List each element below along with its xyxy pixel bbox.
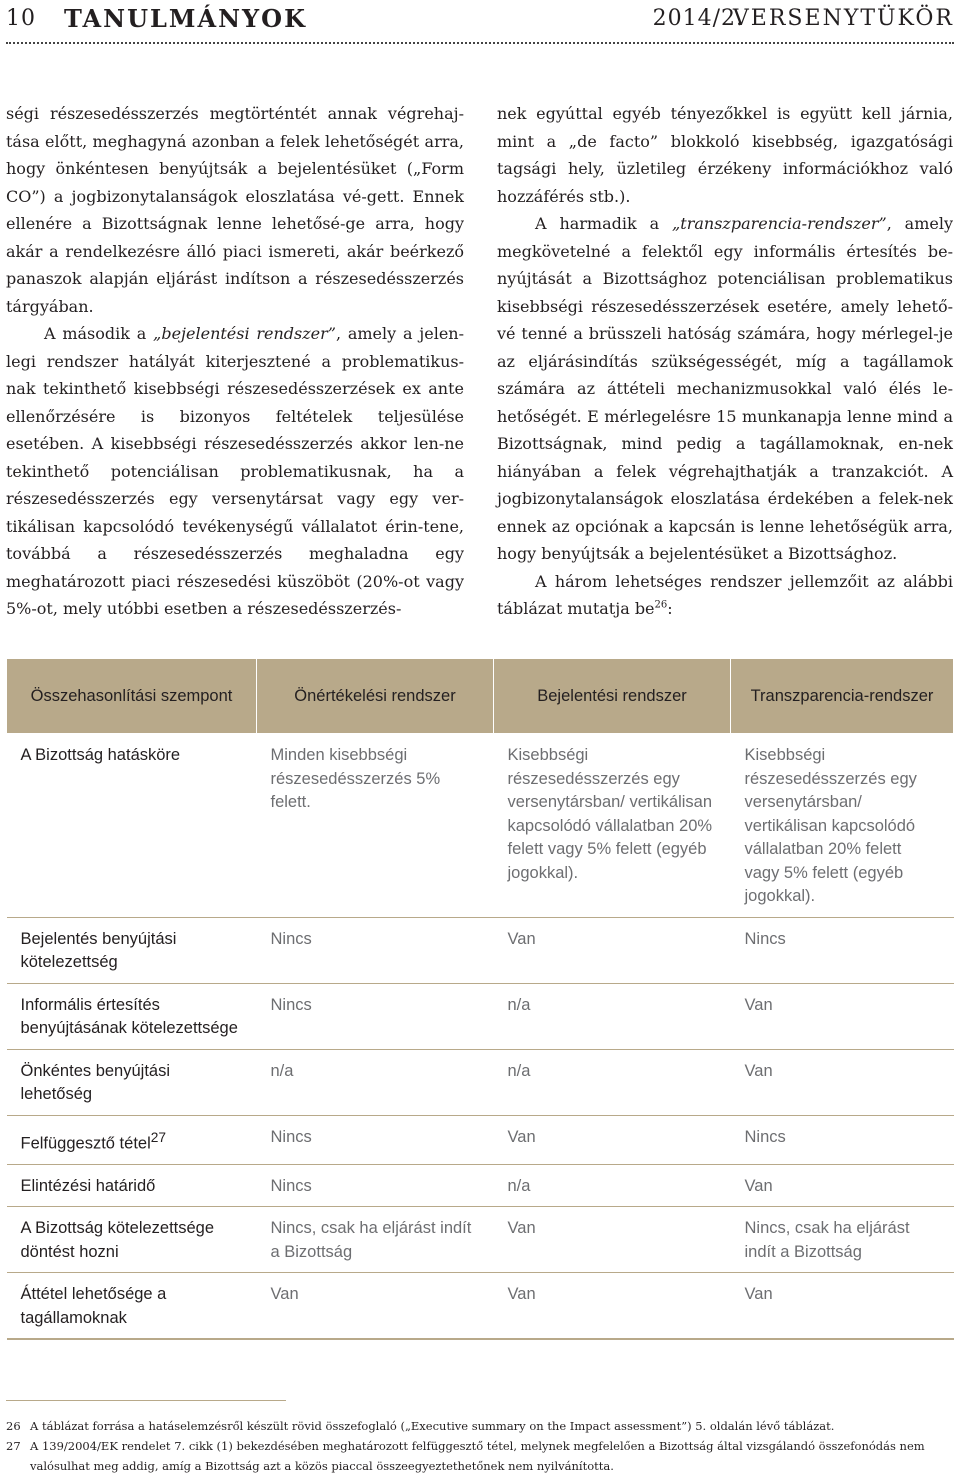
value-cell: Van (731, 1273, 954, 1340)
value-cell: Van (494, 1273, 731, 1340)
value-cell: Nincs (731, 917, 954, 983)
footnote (6, 1416, 956, 1436)
column-header: Összehasonlítási szempont (7, 659, 257, 734)
right-column (497, 100, 953, 623)
criterion-cell (7, 1273, 257, 1340)
criterion-label: Felfüggesztő tétel (20, 1134, 151, 1152)
footnote-divider (6, 1400, 286, 1401)
footnote (6, 1436, 956, 1476)
footnote-ref[interactable]: 27 (150, 1129, 167, 1145)
criterion-label: Bejelentés benyújtási kötelezettség (20, 929, 177, 971)
footnote-number: 26 (6, 1419, 21, 1433)
column-header: Transzparencia-rendszer (731, 659, 954, 734)
value-cell: n/a (494, 1164, 731, 1207)
value-cell: Van (494, 1207, 731, 1273)
issue-number: 2014/2. (652, 6, 744, 31)
magazine-title: VERSENYTÜKÖR (732, 6, 954, 31)
criterion-cell (7, 1049, 257, 1115)
criterion-label: Áttétel lehetősége a tagállamoknak (20, 1285, 167, 1327)
value-cell: Kisebbségi részesedésszerzés egy versenytársban/ vertikálisan kapcsolódó vállalatban 20% felett vagy 5% felett (egyéb jogokkal). (494, 734, 731, 918)
table-row (7, 734, 954, 918)
value-cell: Nincs (257, 983, 494, 1049)
value-cell: Kisebbségi részesedésszerzés egy versenytársban/ vertikálisan kapcsolódó vállalatban 20% felett vagy 5% felett (egyéb jogokkal). (731, 734, 954, 918)
table-row (7, 1207, 954, 1273)
value-cell: n/a (494, 1049, 731, 1115)
value-cell: Van (731, 1164, 954, 1207)
criterion-label: Önkéntes benyújtási lehetőség (20, 1061, 171, 1103)
term-emphasis: „transzparencia-rendszer” (672, 214, 887, 233)
table-row (7, 983, 954, 1049)
value-cell: Minden kisebbségi részesedésszerzés 5% felett. (257, 734, 494, 918)
column-header: Bejelentési rendszer (494, 659, 731, 734)
criterion-cell (7, 983, 257, 1049)
criterion-cell (7, 734, 257, 918)
value-cell: Nincs, csak ha eljárást indít a Bizottság (731, 1207, 954, 1273)
value-cell: Nincs (257, 1164, 494, 1207)
footnote-ref[interactable]: 26 (654, 599, 668, 611)
value-cell: Van (257, 1273, 494, 1340)
paragraph-text: A három lehetséges rendszer jellemzőit az alábbi táblázat mutatja be (497, 571, 953, 618)
section-title: TANULMÁNYOK (64, 4, 307, 33)
value-cell: Van (494, 1115, 731, 1164)
value-cell: Van (494, 917, 731, 983)
paragraph-text: A második a (44, 324, 154, 343)
table-row (7, 1273, 954, 1340)
paragraph-text: , amely a jelen-legi rendszer hatályát kiterjesztené a problematikus-nak tekinthető kisebbségi részesedésszerzések ex ante ellenőrzésére is bizonyos feltételek teljesülése esetében. A kisebbségi részesedésszerzés akkor len-ne tekinthető potenciálisan problematikusnak, ha a részesedésszerzés egy versenytársat vagy egy ver-tikálisan kapcsolódó tevékenységű vállalatot érin-tene, továbbá a részesedésszerzés meghaladna egy meghatározott piaci részesedési küszöböt (20%-ot vagy 5%-ot, mely utóbbi esetben a részesedésszerzés- (6, 324, 465, 618)
footnote-text: A táblázat forrása a hatáselemzésről készült rövid összefoglaló („Executive summary on the Impact assessment”) 5. oldalán lévő táblázat. (30, 1419, 835, 1433)
table-row (7, 917, 954, 983)
criterion-cell (7, 1115, 257, 1164)
criterion-label: A Bizottság hatásköre (20, 746, 181, 764)
term-emphasis: „bejelentési rendszer” (153, 324, 336, 343)
paragraph-text: : (667, 599, 673, 618)
page-header (6, 4, 954, 34)
value-cell: n/a (257, 1049, 494, 1115)
table-header-row (7, 659, 954, 734)
paragraph (497, 568, 953, 623)
criterion-cell (7, 917, 257, 983)
value-cell: n/a (494, 983, 731, 1049)
value-cell: Nincs (731, 1115, 954, 1164)
value-cell: Nincs (257, 917, 494, 983)
table-row (7, 1164, 954, 1207)
table-row (7, 1115, 954, 1164)
criterion-cell (7, 1164, 257, 1207)
table-row (7, 1049, 954, 1115)
page-number: 10 (6, 6, 36, 31)
paragraph: nek egyúttal egyéb tényezőkkel is együtt kell járnia, mint a „de facto” blokkoló kisebbség, igazgatósági tagsági hely, üzletileg érzékeny információkhoz való hozzáférés stb.). (497, 104, 953, 206)
footnote-number: 27 (6, 1439, 21, 1453)
paragraph-text: A harmadik a (535, 214, 672, 233)
footnote-text: A 139/2004/EK rendelet 7. cikk (1) bekezdésében meghatározott felfüggesztő tétel, melynek megfelelően a Bizottság által vizsgálandó összefonódás nem valósulhat meg addig, amíg a Bizottság azt a közös piaccal összeegyeztethetőnek nem nyilvánította. (30, 1439, 925, 1473)
paragraph-text: , amely megkövetelné a felektől egy informális értesítés be-nyújtását a Bizottsághoz potenciálisan problematikus kisebbségi részesedésszerzések esetére, amely lehető-vé tenné a brüsszeli hatóság számára, hogy mérlegel-je az eljárásindítás szükségességét, míg a tagállamok számára az áttételi mechanizmusokkal való élés le-hetőségét. E mérlegelésre 15 munkanapja lenne mind a Bizottságnak, mind pedig a tagállamoknak, en-nek hiányában a felek végrehajthatják a tranzakciót. A jogbizonytalanságok eloszlatása érdekében a felek-nek ennek az opciónak a kapcsán is lenne lehetőségük arra, hogy benyújtsák a bejelentésüket a Bizottsághoz. (497, 214, 953, 563)
footnotes (6, 1416, 956, 1476)
left-column (6, 100, 464, 623)
criterion-label: Elintézési határidő (20, 1176, 156, 1195)
comparison-table (6, 658, 954, 1340)
value-cell: Van (731, 1049, 954, 1115)
paragraph (6, 320, 464, 623)
value-cell: Nincs (257, 1115, 494, 1164)
column-header: Önértékelési rendszer (257, 659, 494, 734)
criterion-cell (7, 1207, 257, 1273)
criterion-label: A Bizottság kötelezettsége döntést hozni (20, 1219, 215, 1261)
value-cell: Van (731, 983, 954, 1049)
value-cell: Nincs, csak ha eljárást indít a Bizottság (257, 1207, 494, 1273)
header-divider (6, 42, 954, 44)
paragraph: ségi részesedésszerzés megtörténtét annak végrehaj-tása előtt, meghagyná azonban a felek lehetőségét arra, hogy önkéntesen benyújtsák a bejelentésüket („Form CO”) a jogbizonytalanságok eloszlatása vé-gett. Ennek ellenére a Bizottságnak lenne lehetősé-ge arra, hogy akár a rendelkezésre álló piaci ismereti, akár beérkező panaszok alapján eljárást indítson a részesedésszerzés tárgyában. (6, 104, 464, 316)
criterion-label: Informális értesítés benyújtásának kötelezettsége (20, 995, 238, 1037)
paragraph (497, 210, 953, 568)
